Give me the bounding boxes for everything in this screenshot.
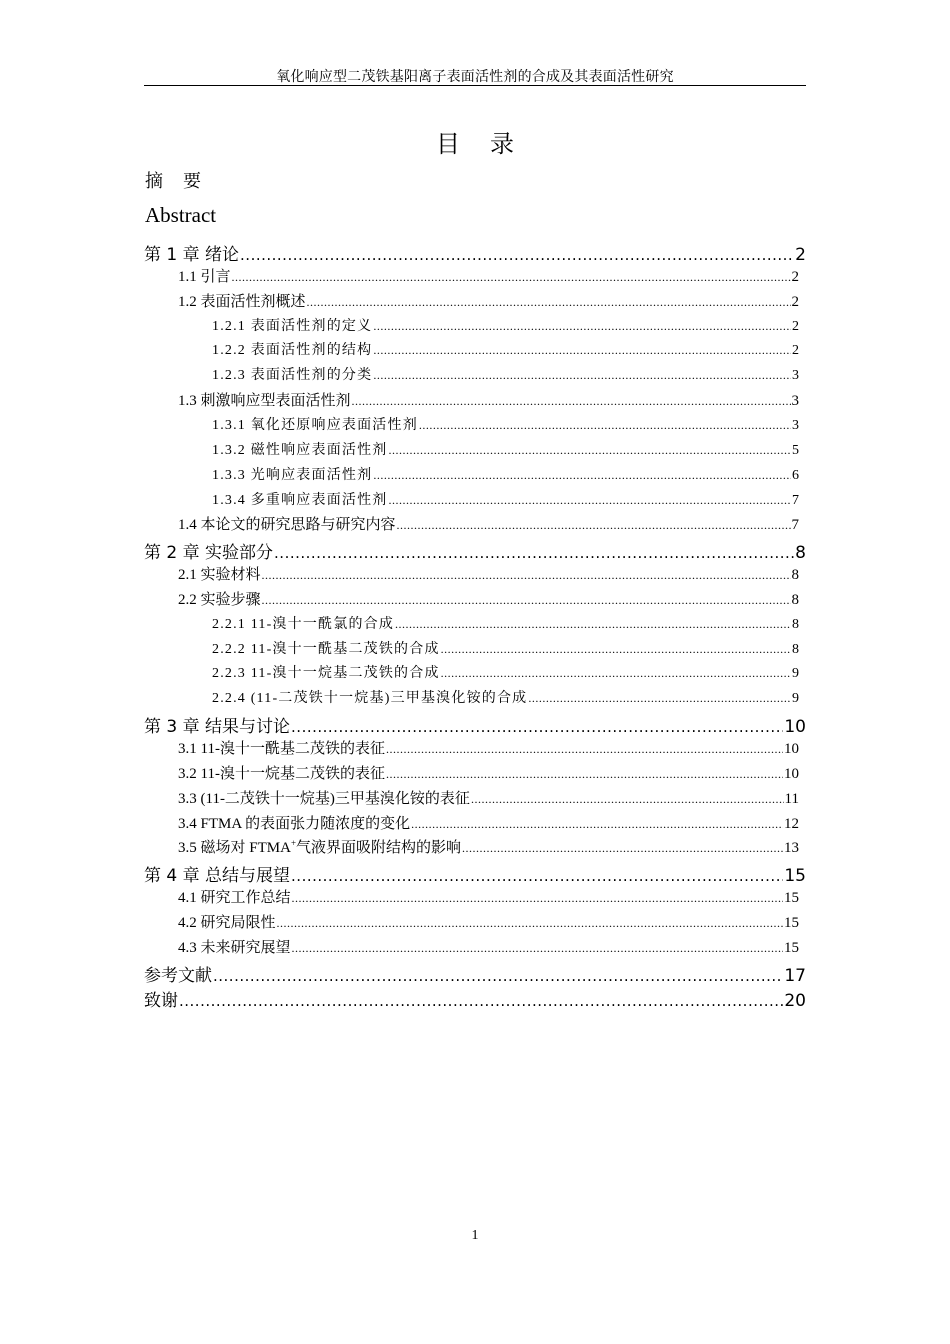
dot-leader (291, 718, 783, 736)
dot-leader (292, 941, 783, 956)
toc-entry-label: 第 4 章 总结与展望 (144, 866, 291, 887)
toc-entry-page: 2 (795, 245, 806, 265)
toc-title: 目录 (436, 130, 544, 158)
toc-section-entry[interactable] (178, 886, 799, 907)
toc-section-entry[interactable] (178, 812, 799, 833)
toc-entry-page: 8 (792, 616, 799, 632)
toc-section-entry[interactable] (178, 836, 799, 857)
toc-section-entry[interactable] (212, 315, 799, 335)
running-header: 氧化响应型二茂铁基阳离子表面活性剂的合成及其表面活性研究 (276, 70, 674, 85)
toc-entry-page: 15 (784, 890, 799, 907)
toc-entry-label: 3.2 11-溴十一烷基二茂铁的表征 (178, 765, 385, 782)
toc-entry-label: 3.3 (11-二茂铁十一烷基)三甲基溴化铵的表征 (178, 790, 470, 807)
dot-leader (373, 368, 791, 383)
toc-chapter-entry[interactable] (144, 240, 806, 265)
toc-section-entry[interactable] (178, 389, 799, 410)
toc-entry-page: 3 (791, 393, 799, 410)
toc-entry-page: 7 (792, 492, 799, 508)
dot-leader (213, 967, 783, 985)
toc-entry-page: 8 (792, 641, 799, 657)
toc-entry-page: 3 (792, 417, 799, 433)
toc-section-entry[interactable] (212, 489, 799, 509)
dot-leader (441, 666, 791, 681)
header-rule (144, 85, 806, 86)
toc-section-entry[interactable] (178, 563, 799, 584)
toc-section-entry[interactable] (178, 936, 799, 957)
toc-entry-label: 第 1 章 绪论 (144, 245, 240, 265)
toc-entry-label: 1.3.1 氧化还原响应表面活性剂 (212, 417, 418, 433)
dot-leader (389, 493, 792, 508)
dot-leader (274, 544, 794, 562)
dot-leader (528, 691, 791, 706)
toc-entry-page: 3 (792, 368, 799, 384)
dot-leader (441, 642, 791, 657)
toc-entry-label: 1.1 引言 (178, 268, 231, 285)
toc-section-entry[interactable] (178, 513, 799, 534)
toc-entry-page: 7 (791, 517, 799, 534)
toc-entry-label: 2.2.4 (11-二茂铁十一烷基)三甲基溴化铵的合成 (212, 691, 528, 707)
toc-entry-page: 8 (791, 591, 799, 608)
toc-section-entry[interactable] (178, 762, 799, 783)
toc-entry-page: 10 (784, 741, 799, 757)
toc-section-entry[interactable] (212, 662, 799, 682)
toc-entry-page: 2 (792, 318, 799, 334)
dot-leader (373, 343, 791, 358)
toc-entry-label: 1.3 刺激响应型表面活性剂 (178, 393, 351, 410)
toc-entry-label: 1.2.2 表面活性剂的结构 (212, 343, 373, 359)
toc-section-entry[interactable] (212, 339, 799, 359)
toc-section-entry[interactable] (212, 687, 799, 707)
toc-entry-page: 17 (784, 965, 806, 986)
dot-leader (307, 295, 791, 310)
toc-section-entry[interactable] (212, 414, 799, 434)
dot-leader (419, 418, 791, 433)
dot-leader (386, 767, 783, 782)
dot-leader (397, 518, 791, 533)
toc-entry-label: 2.2.1 11-溴十一酰氯的合成 (212, 616, 395, 632)
dot-leader (389, 443, 792, 458)
toc-entry-page: 11 (784, 790, 799, 807)
toc-section-entry[interactable] (212, 464, 799, 484)
toc-entry-label: 1.2.3 表面活性剂的分类 (212, 368, 373, 384)
toc-entry-label: 1.3.2 磁性响应表面活性剂 (212, 442, 388, 458)
page-number: 1 (471, 1228, 479, 1243)
toc-entry-label: 3.5 磁场对 FTMA+气液界面吸附结构的影响 (178, 838, 462, 857)
toc-section-entry[interactable] (178, 588, 799, 609)
abstract-en-heading: Abstract (145, 203, 217, 227)
dot-leader (395, 617, 791, 632)
toc-entry-page: 13 (784, 840, 799, 857)
toc-section-entry[interactable] (178, 737, 799, 758)
dot-leader (292, 891, 783, 906)
toc-entry-label: 1.3.4 多重响应表面活性剂 (212, 492, 388, 508)
dot-leader (262, 568, 791, 583)
toc-chapter-entry[interactable] (144, 961, 806, 986)
toc-entry-label: 第 2 章 实验部分 (144, 543, 274, 564)
dot-leader (352, 394, 791, 409)
dot-leader (411, 817, 783, 832)
toc-entry-label: 4.3 未来研究展望 (178, 939, 291, 956)
toc-section-entry[interactable] (212, 439, 799, 459)
toc-entry-label: 4.1 研究工作总结 (178, 890, 291, 907)
toc-entry-label: 1.4 本论文的研究思路与研究内容 (178, 517, 396, 534)
dot-leader (240, 246, 794, 264)
dot-leader (262, 593, 791, 608)
toc-entry-page: 10 (784, 765, 799, 782)
dot-leader (386, 742, 783, 757)
toc-section-entry[interactable] (178, 290, 799, 311)
dot-leader (462, 841, 783, 856)
dot-leader (179, 992, 783, 1010)
toc-entry-page: 15 (784, 914, 799, 931)
toc-chapter-entry[interactable] (144, 861, 806, 886)
dot-leader (232, 270, 791, 285)
toc-entry-page: 9 (792, 691, 799, 707)
dot-leader (373, 468, 791, 483)
dot-leader (373, 319, 791, 334)
toc-entry-label: 3.4 FTMA 的表面张力随浓度的变化 (178, 815, 411, 832)
toc-chapter-entry[interactable] (144, 986, 806, 1011)
toc-entry-page: 8 (791, 567, 799, 584)
toc-entry-label: 1.2 表面活性剂概述 (178, 293, 306, 310)
superscript: + (290, 838, 297, 849)
toc-section-entry[interactable] (212, 613, 799, 633)
toc-entry-label: 2.2 实验步骤 (178, 591, 261, 608)
toc-entry-label: 1.3.3 光响应表面活性剂 (212, 467, 373, 483)
toc-entry-page: 2 (791, 293, 799, 310)
toc-entry-page: 5 (792, 442, 799, 458)
toc-entry-label: 第 3 章 结果与讨论 (144, 717, 291, 738)
toc-section-entry[interactable] (178, 787, 799, 808)
toc-entry-label: 4.2 研究局限性 (178, 914, 276, 931)
toc-entry-label: 3.1 11-溴十一酰基二茂铁的表征 (178, 741, 385, 757)
toc-entry-label: 1.2.1 表面活性剂的定义 (212, 318, 373, 334)
toc-entry-label: 2.2.3 11-溴十一烷基二茂铁的合成 (212, 666, 440, 682)
toc-section-entry[interactable] (212, 638, 799, 658)
toc-entry-page: 2 (792, 343, 799, 359)
toc-entry-page: 12 (784, 815, 799, 832)
dot-leader (291, 867, 783, 885)
toc-entry-page: 15 (784, 866, 806, 887)
toc-entry-page: 10 (784, 717, 806, 738)
toc-section-entry[interactable] (212, 364, 799, 384)
dot-leader (471, 792, 784, 807)
toc-entry-label: 2.2.2 11-溴十一酰基二茂铁的合成 (212, 641, 440, 657)
toc-chapter-entry[interactable] (144, 538, 806, 563)
dot-leader (277, 916, 783, 931)
toc-chapter-entry[interactable] (144, 712, 806, 737)
toc-entry-page: 9 (792, 666, 799, 682)
abstract-cn-heading: 摘要 (145, 171, 221, 192)
toc-section-entry[interactable] (178, 911, 799, 932)
toc-entry-page: 15 (784, 939, 799, 956)
toc-entry-page: 8 (795, 543, 806, 564)
toc-entry-page: 6 (792, 467, 799, 483)
toc-entry-label: 2.1 实验材料 (178, 567, 261, 584)
toc-entry-page: 2 (791, 268, 799, 285)
toc-section-entry[interactable] (178, 265, 799, 286)
toc-entry-label: 致谢 (144, 990, 178, 1011)
toc-entry-page: 20 (784, 990, 806, 1011)
toc-entry-label: 参考文献 (144, 965, 212, 986)
